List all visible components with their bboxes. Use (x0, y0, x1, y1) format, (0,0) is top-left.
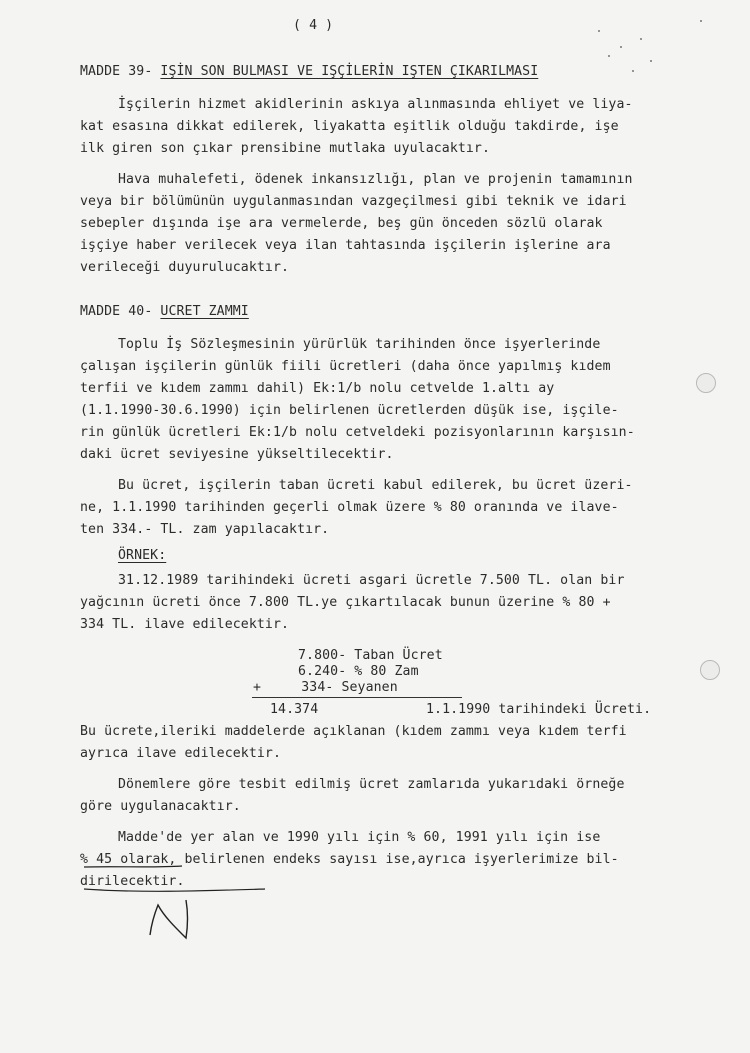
madde40-p1-line: Toplu İş Sözleşmesinin yürürlük tarihinden önce işyerlerinde (118, 337, 601, 352)
madde40-p1-line: (1.1.1990-30.6.1990) için belirlenen ücretlerden düşük ise, işçile- (80, 403, 619, 418)
madde40-p3-line: Bu ücrete,ileriki maddelerde açıklanan (kıdem zammı veya kıdem terfi (80, 724, 627, 739)
madde40-p1-line: daki ücret seviyesine yükseltilecektir. (80, 447, 394, 462)
calc-total-label: 1.1.1990 tarihindeki Ücreti. (426, 702, 652, 717)
madde40-p1-line: terfii ve kıdem zammı dahil) Ek:1/b nolu cetvelde 1.altı ay (80, 381, 555, 396)
madde40-p2-line: Bu ücret, işçilerin taban ücreti kabul edilerek, bu ücret üzeri- (118, 478, 633, 493)
calc-total: 14.374 (270, 702, 319, 717)
madde40-p3-line: ayrıca ilave edilecektir. (80, 746, 281, 761)
madde39-p2-line: işçiye haber verilecek veya ilan tahtasında işçilerin işlerine ara (80, 238, 611, 253)
madde39-heading-prefix: MADDE 39- (80, 64, 161, 79)
signature-mark (150, 900, 188, 938)
madde40-heading-title: UCRET ZAMMI (160, 304, 249, 319)
madde39-p2-line: sebepler dışında işe ara vermelerde, beş gün önceden sözlü olarak (80, 216, 603, 231)
madde40-p5-line: Madde'de yer alan ve 1990 yılı için % 60, 1991 yılı için ise (118, 830, 601, 845)
example-line: yağcının ücreti önce 7.800 TL.ye çıkartılacak bunun üzerine % 80 + (80, 595, 611, 610)
madde40-p1-line: çalışan işçilerin günlük fiili ücretleri (daha önce yapılmış kıdem (80, 359, 611, 374)
example-label: ÖRNEK: (118, 548, 167, 563)
madde39-p1-line: kat esasına dikkat edilerek, liyakatta eşitlik olduğu takdirde, işe (80, 119, 619, 134)
madde40-p2-line: ten 334.- TL. zam yapılacaktır. (80, 522, 330, 537)
madde40-p2-line: ne, 1.1.1990 tarihinden geçerli olmak üzere % 80 oranında ve ilave- (80, 500, 619, 515)
calc-row: + 334- Seyanen (253, 680, 398, 695)
madde40-heading-prefix: MADDE 40- (80, 304, 161, 319)
madde39-p1-line: İşçilerin hizmet akidlerinin askıya alınmasında ehliyet ve liya- (118, 97, 633, 112)
madde40-p1-line: rin günlük ücretleri Ek:1/b nolu cetveldeki pozisyonlarının karşısın- (80, 425, 635, 440)
madde39-p2-line: Hava muhalefeti, ödenek inkansızlığı, plan ve projenin tamamının (118, 172, 633, 187)
madde39-p1-line: ilk giren son çıkar prensibine mutlaka uyulacaktır. (80, 141, 491, 156)
example-line: 31.12.1989 tarihindeki ücreti asgari ücretle 7.500 TL. olan bir (118, 573, 625, 588)
example-line: 334 TL. ilave edilecektir. (80, 617, 290, 632)
madde40-p5-line: dirilecektir. (80, 874, 185, 889)
calc-row: 6.240- % 80 Zam (298, 664, 419, 679)
madde40-p5-line: % 45 olarak, belirlenen endeks sayısı ise,ayrıca işyerlerimize bil- (80, 852, 619, 867)
madde40-p4-line: Dönemlere göre tesbit edilmiş ücret zamlarıda yukarıdaki örneğe (118, 777, 625, 792)
madde40-p4-line: göre uygulanacaktır. (80, 799, 241, 814)
madde39-p2-line: veya bir bölümünün uygulanmasından vazgeçilmesi gibi teknik ve idari (80, 194, 627, 209)
madde39-p2-line: verileceği duyurulucaktır. (80, 260, 290, 275)
madde39-heading-title: IŞİN SON BULMASI VE IŞÇİLERİN IŞTEN ÇIKARILMASI (160, 64, 539, 79)
calc-row: 7.800- Taban Ücret (298, 648, 443, 663)
page-number: ( 4 ) (293, 18, 334, 33)
